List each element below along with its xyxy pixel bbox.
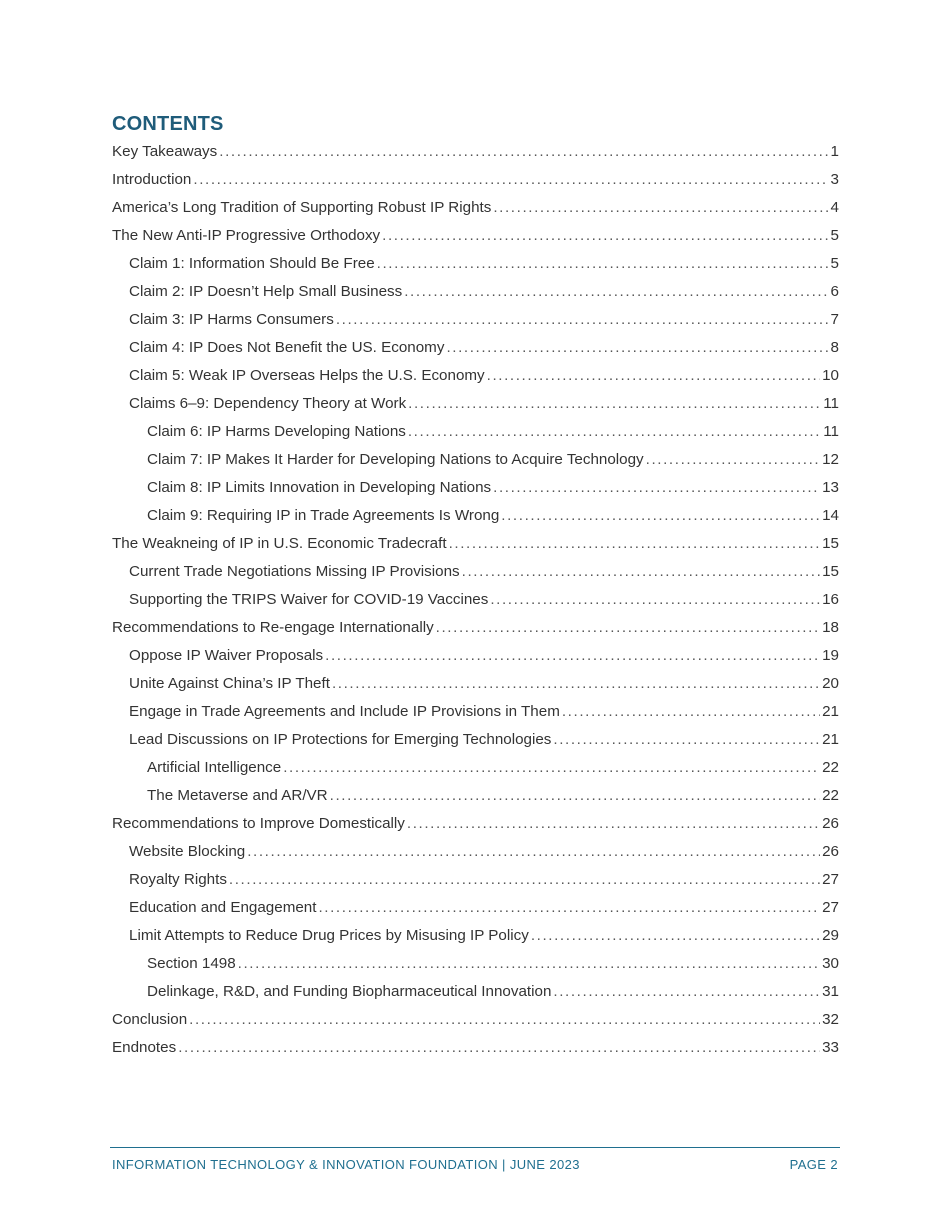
toc-dot-leader: [462, 558, 820, 586]
toc-entry-page: 27: [822, 871, 839, 888]
toc-dot-leader: [330, 782, 820, 810]
toc-entry-label: Introduction: [112, 171, 192, 188]
toc-entry-label: Claims 6–9: Dependency Theory at Work: [129, 395, 407, 412]
toc-dot-leader: [178, 1034, 820, 1062]
toc-entry-label: Engage in Trade Agreements and Include IP Provisions in Them: [129, 703, 560, 720]
toc-entry-label: Royalty Rights: [129, 871, 227, 888]
toc-entry-label: Education and Engagement: [129, 899, 317, 916]
toc-entry-page: 33: [822, 1039, 839, 1056]
toc-entry-label: Claim 7: IP Makes It Harder for Developing Nations to Acquire Technology: [147, 451, 644, 468]
toc-entry[interactable]: [112, 1034, 839, 1062]
toc-dot-leader: [229, 866, 820, 894]
toc-entry-page: 20: [822, 675, 839, 692]
toc-entry-page: 29: [822, 927, 839, 944]
toc-entry-page: 19: [822, 647, 839, 664]
footer-publisher-date: INFORMATION TECHNOLOGY & INNOVATION FOUNDATION | JUNE 2023: [112, 1157, 580, 1172]
toc-entry-page: 21: [822, 731, 839, 748]
toc-entry[interactable]: [112, 586, 839, 614]
toc-entry-label: Lead Discussions on IP Protections for Emerging Technologies: [129, 731, 552, 748]
toc-entry[interactable]: [112, 950, 839, 978]
toc-dot-leader: [336, 306, 829, 334]
toc-dot-leader: [487, 362, 820, 390]
toc-entry-page: 4: [830, 199, 839, 216]
toc-dot-leader: [332, 670, 820, 698]
toc-entry-page: 10: [822, 367, 839, 384]
toc-entry[interactable]: [112, 306, 839, 334]
toc-entry-page: 11: [823, 395, 839, 412]
toc-entry-page: 16: [822, 591, 839, 608]
toc-dot-leader: [446, 334, 828, 362]
toc-entry-page: 26: [822, 815, 839, 832]
toc-entry-label: The Weakneing of IP in U.S. Economic Tradecraft: [112, 535, 447, 552]
toc-entry-label: Oppose IP Waiver Proposals: [129, 647, 324, 664]
toc-entry[interactable]: [112, 278, 839, 306]
toc-dot-leader: [404, 278, 828, 306]
toc-entry-page: 30: [822, 955, 839, 972]
toc-dot-leader: [553, 978, 820, 1006]
toc-entry-label: Section 1498: [147, 955, 236, 972]
toc-entry-label: Recommendations to Improve Domestically: [112, 815, 405, 832]
footer-page-number: PAGE 2: [789, 1157, 838, 1172]
toc-entry[interactable]: [112, 978, 839, 1006]
toc-dot-leader: [562, 698, 820, 726]
toc-dot-leader: [238, 950, 820, 978]
toc-entry[interactable]: [112, 138, 839, 166]
toc-dot-leader: [436, 614, 820, 642]
table-of-contents: [112, 138, 839, 1062]
toc-entry-page: 31: [822, 983, 839, 1000]
toc-dot-leader: [247, 838, 820, 866]
toc-entry-label: America’s Long Tradition of Supporting Robust IP Rights: [112, 199, 492, 216]
toc-dot-leader: [493, 194, 828, 222]
toc-dot-leader: [531, 922, 820, 950]
toc-entry[interactable]: [112, 530, 839, 558]
toc-entry-page: 8: [830, 339, 839, 356]
toc-entry[interactable]: [112, 1006, 839, 1034]
toc-entry[interactable]: [112, 698, 839, 726]
toc-entry-label: Recommendations to Re-engage Internationally: [112, 619, 434, 636]
toc-dot-leader: [449, 530, 821, 558]
toc-entry-page: 7: [830, 311, 839, 328]
toc-entry[interactable]: [112, 922, 839, 950]
toc-entry[interactable]: [112, 614, 839, 642]
toc-entry[interactable]: [112, 334, 839, 362]
toc-entry-label: Claim 1: Information Should Be Free: [129, 255, 375, 272]
toc-entry[interactable]: [112, 642, 839, 670]
toc-entry[interactable]: [112, 726, 839, 754]
toc-entry[interactable]: [112, 418, 839, 446]
toc-entry-label: Delinkage, R&D, and Funding Biopharmaceutical Innovation: [147, 983, 552, 1000]
toc-entry-page: 22: [822, 787, 839, 804]
toc-entry[interactable]: [112, 166, 839, 194]
toc-entry[interactable]: [112, 446, 839, 474]
toc-entry-label: Conclusion: [112, 1011, 188, 1028]
toc-entry[interactable]: [112, 474, 839, 502]
toc-entry-page: 32: [822, 1011, 839, 1028]
toc-entry[interactable]: [112, 250, 839, 278]
toc-entry-page: 5: [830, 227, 839, 244]
toc-entry[interactable]: [112, 502, 839, 530]
toc-entry-label: Website Blocking: [129, 843, 246, 860]
page-title: CONTENTS: [112, 113, 224, 135]
toc-entry[interactable]: [112, 670, 839, 698]
toc-entry-page: 13: [822, 479, 839, 496]
toc-dot-leader: [501, 502, 820, 530]
toc-entry-label: Limit Attempts to Reduce Drug Prices by Misusing IP Policy: [129, 927, 529, 944]
toc-dot-leader: [493, 474, 820, 502]
footer-divider: [110, 1147, 840, 1148]
toc-entry-page: 26: [822, 843, 839, 860]
toc-dot-leader: [490, 586, 820, 614]
toc-entry-label: Claim 6: IP Harms Developing Nations: [147, 423, 406, 440]
toc-entry-label: Claim 5: Weak IP Overseas Helps the U.S. Economy: [129, 367, 485, 384]
toc-entry-page: 1: [830, 143, 839, 160]
toc-entry-label: Claim 3: IP Harms Consumers: [129, 311, 334, 328]
toc-entry-label: Current Trade Negotiations Missing IP Provisions: [129, 563, 460, 580]
toc-dot-leader: [407, 810, 820, 838]
toc-dot-leader: [377, 250, 829, 278]
toc-entry[interactable]: [112, 838, 839, 866]
toc-entry-page: 3: [830, 171, 839, 188]
toc-dot-leader: [408, 418, 821, 446]
toc-entry-label: Endnotes: [112, 1039, 177, 1056]
toc-dot-leader: [646, 446, 820, 474]
toc-dot-leader: [193, 166, 828, 194]
toc-entry[interactable]: [112, 782, 839, 810]
toc-entry[interactable]: [112, 362, 839, 390]
toc-entry-label: The New Anti-IP Progressive Orthodoxy: [112, 227, 381, 244]
toc-entry-page: 6: [830, 283, 839, 300]
toc-entry-label: Claim 2: IP Doesn’t Help Small Business: [129, 283, 403, 300]
toc-dot-leader: [408, 390, 821, 418]
toc-entry-label: Unite Against China’s IP Theft: [129, 675, 330, 692]
toc-entry-label: Claim 9: Requiring IP in Trade Agreements Is Wrong: [147, 507, 500, 524]
toc-entry-page: 14: [822, 507, 839, 524]
toc-dot-leader: [283, 754, 820, 782]
toc-entry-page: 21: [822, 703, 839, 720]
toc-entry-label: Key Takeaways: [112, 143, 218, 160]
toc-entry-page: 27: [822, 899, 839, 916]
toc-entry-page: 15: [822, 563, 839, 580]
toc-entry[interactable]: [112, 810, 839, 838]
toc-dot-leader: [553, 726, 820, 754]
toc-entry-label: Supporting the TRIPS Waiver for COVID-19 Vaccines: [129, 591, 489, 608]
toc-entry-label: The Metaverse and AR/VR: [147, 787, 328, 804]
toc-entry-page: 12: [822, 451, 839, 468]
toc-entry[interactable]: [112, 754, 839, 782]
toc-entry-page: 18: [822, 619, 839, 636]
toc-entry[interactable]: [112, 894, 839, 922]
toc-entry-page: 5: [830, 255, 839, 272]
toc-dot-leader: [325, 642, 820, 670]
toc-entry[interactable]: [112, 866, 839, 894]
toc-dot-leader: [318, 894, 820, 922]
toc-entry[interactable]: [112, 558, 839, 586]
toc-entry-label: Claim 4: IP Does Not Benefit the US. Economy: [129, 339, 445, 356]
toc-entry-label: Artificial Intelligence: [147, 759, 282, 776]
toc-entry-page: 22: [822, 759, 839, 776]
toc-entry-page: 15: [822, 535, 839, 552]
toc-entry-label: Claim 8: IP Limits Innovation in Developing Nations: [147, 479, 492, 496]
toc-dot-leader: [189, 1006, 820, 1034]
toc-entry[interactable]: [112, 194, 839, 222]
toc-dot-leader: [219, 138, 828, 166]
toc-dot-leader: [382, 222, 828, 250]
toc-entry[interactable]: [112, 390, 839, 418]
toc-entry-page: 11: [823, 423, 839, 440]
toc-entry[interactable]: [112, 222, 839, 250]
